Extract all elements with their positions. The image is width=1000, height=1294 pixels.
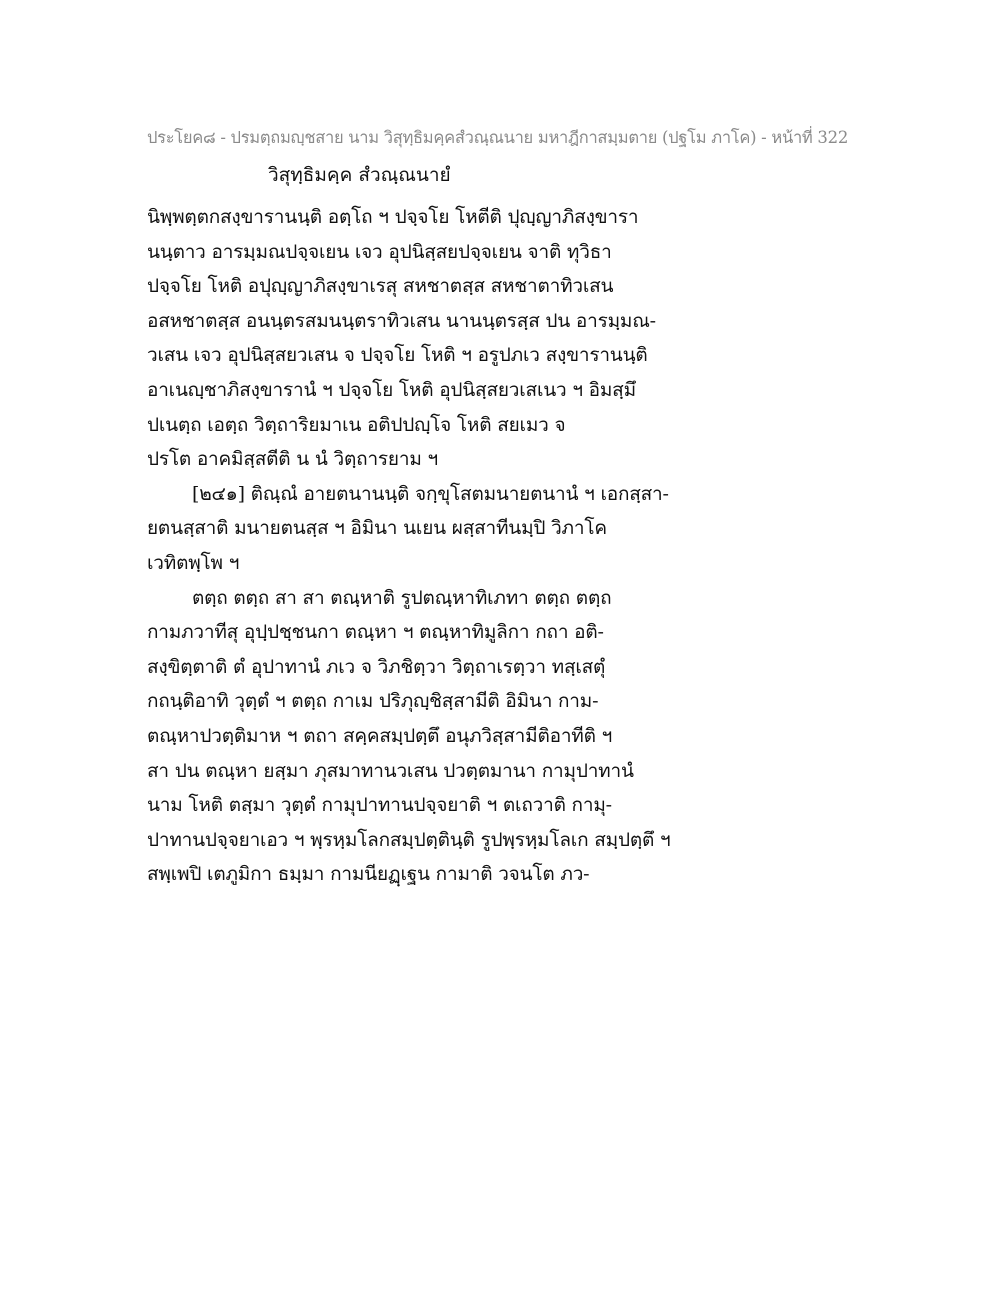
text-line: ตณฺหาปวตฺติมาห ฯ ตถา สคฺคสมฺปตฺตึ อนุภวิสฺสามีติอาทีติ ฯ xyxy=(147,724,613,747)
running-header: ประโยค๘ - ปรมตฺถมญฺชสาย นาม วิสุทฺธิมคฺคสํวณฺณนาย มหาฎีกาสมฺมตาย (ปฐโม ภาโค) - หน้าที่ 322 xyxy=(147,128,849,147)
text-line: ปเนตฺถ เอตฺถ วิตฺถาริยมาเน อติปปญฺโจ โหติ สยเมว จ xyxy=(147,413,566,436)
paragraph-start-line: [๒๔๑] ติณฺณํ อายตนานนฺติ จกฺขุโสตมนายตนานํ ฯ เอกสฺสา- xyxy=(192,482,669,505)
text-line: ยตนสฺสาติ มนายตนสฺส ฯ อิมินา นเยน ผสฺสาทีนมฺปิ วิภาโค xyxy=(147,517,607,540)
text-line: กถนฺติอาทิ วุตฺตํ ฯ ตตฺถ กาเม ปริภุญฺชิสฺสามีติ อิมินา กาม- xyxy=(147,690,599,713)
text-line: นิพฺพตฺตกสงฺขารานนฺติ อตฺโถ ฯ ปจฺจโย โหตีติ ปุญฺญาภิสงฺขารา xyxy=(147,206,639,228)
text-line: ปจฺจโย โหติ อปุญฺญาภิสงฺขาเรสุ สหชาตสฺส สหชาตาทิวเสน xyxy=(147,275,614,298)
text-line: สงฺขิตฺตาติ ตํ อุปาทานํ ภเว จ วิภชิตฺวา วิตฺถาเรตฺวา ทสฺเสตุํ xyxy=(147,655,606,678)
text-line: อสหชาตสฺส อนนฺตรสมนนฺตราทิวเสน นานนฺตรสฺส ปน อารมฺมณ- xyxy=(147,309,656,332)
text-line: ปาทานปจฺจยาเอว ฯ พฺรหฺมโลกสมฺปตฺตินฺติ รูปพฺรหฺมโลเก สมฺปตฺตึ ฯ xyxy=(147,828,671,851)
text-line: เวทิตพฺโพ ฯ xyxy=(147,551,240,574)
text-line: ปรโต อาคมิสฺสตีติ น นํ วิตฺถารยาม ฯ xyxy=(147,448,438,471)
paragraph-start-line: ตตฺถ ตตฺถ สา สา ตณฺหาติ รูปตณฺหาทิเภทา ตตฺถ ตตฺถ xyxy=(192,586,612,609)
book-title: วิสุทฺธิมคฺค สํวณฺณนายํ xyxy=(268,164,451,186)
text-line: สพฺเพปิ เตภูมิกา ธมฺมา กามนียฏฺเฐน กามาติ วจนโต ภว- xyxy=(147,863,590,886)
text-line: นนฺตาว อารมฺมณปจฺจเยน เจว อุปนิสฺสยปจฺจเยน จาติ ทุวิธา xyxy=(147,240,612,263)
text-line: วเสน เจว อุปนิสฺสยวเสน จ ปจฺจโย โหติ ฯ อรูปภเว สงฺขารานนฺติ xyxy=(147,344,648,367)
text-line: อาเนญฺชาภิสงฺขารานํ ฯ ปจฺจโย โหติ อุปนิสฺสยวเสเนว ฯ อิมสฺมึ xyxy=(147,378,636,401)
body-text xyxy=(147,200,707,892)
text-line: กามภวาทีสุ อุปฺปชฺชนกา ตณฺหา ฯ ตณฺหาทิมูลิกา กถา อติ- xyxy=(147,621,604,644)
text-line: นาม โหติ ตสฺมา วุตฺตํ กามุปาทานปจฺจยาติ ฯ ตเถวาติ กามุ- xyxy=(147,794,612,817)
text-line: สา ปน ตณฺหา ยสฺมา ภุสมาทานวเสน ปวตฺตมานา กามุปาทานํ xyxy=(147,759,634,782)
